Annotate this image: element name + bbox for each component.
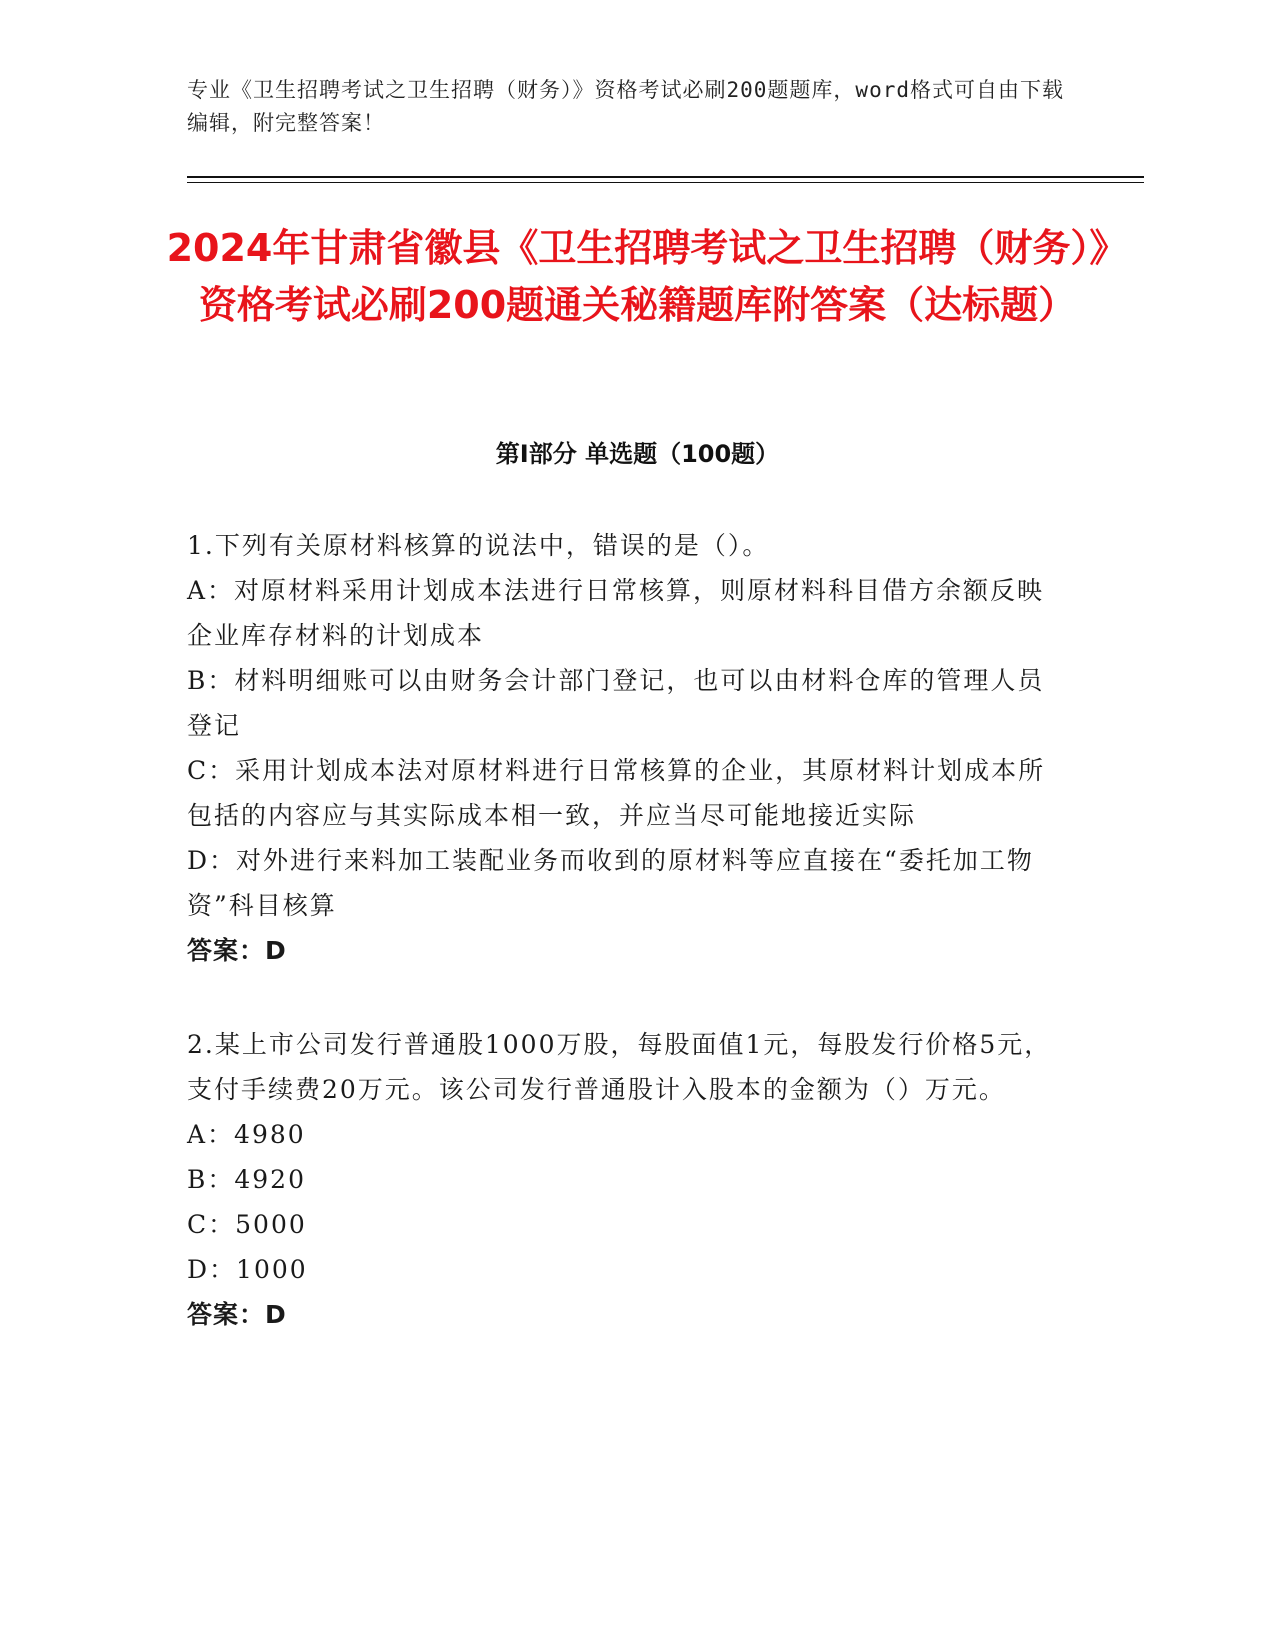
option-b: B：4920 — [187, 1165, 306, 1194]
option-a: A：4980 — [187, 1120, 306, 1149]
option-c: C：5000 — [187, 1210, 307, 1239]
answer-label: 答案：D — [187, 1300, 287, 1329]
header-divider-thick — [187, 176, 1144, 178]
option-b: B：材料明细账可以由财务会计部门登记，也可以由材料仓库的管理人员登记 — [187, 666, 1045, 740]
question-2 — [187, 1022, 1067, 1337]
option-c: C：采用计划成本法对原材料进行日常核算的企业，其原材料计划成本所包括的内容应与其实际成本相一致，并应当尽可能地接近实际 — [187, 756, 1046, 830]
section-title: 第Ⅰ部分 单选题（100题） — [495, 440, 780, 468]
header-note: 专业《卫生招聘考试之卫生招聘（财务）》资格考试必刷200题题库，word格式可自由下载编辑，附完整答案！ — [187, 78, 1064, 135]
question-stem: 1.下列有关原材料核算的说法中，错误的是（）。 — [187, 531, 770, 560]
option-d: D：对外进行来料加工装配业务而收到的原材料等应直接在“委托加工物资”科目核算 — [187, 846, 1034, 920]
header-divider-thin — [187, 182, 1144, 183]
answer-label: 答案：D — [187, 936, 287, 965]
option-d: D：1000 — [187, 1255, 308, 1284]
document-title: 2024年甘肃省徽县《卫生招聘考试之卫生招聘（财务）》资格考试必刷200题通关秘籍题库附答案（达标题） — [166, 226, 1109, 327]
option-a: A：对原材料采用计划成本法进行日常核算，则原材料科目借方余额反映企业库存材料的计划成本 — [187, 576, 1045, 650]
question-1 — [187, 523, 1067, 973]
question-stem: 2.某上市公司发行普通股1000万股，每股面值1元，每股发行价格5元，支付手续费20万元。该公司发行普通股计入股本的金额为（）万元。 — [187, 1030, 1052, 1104]
